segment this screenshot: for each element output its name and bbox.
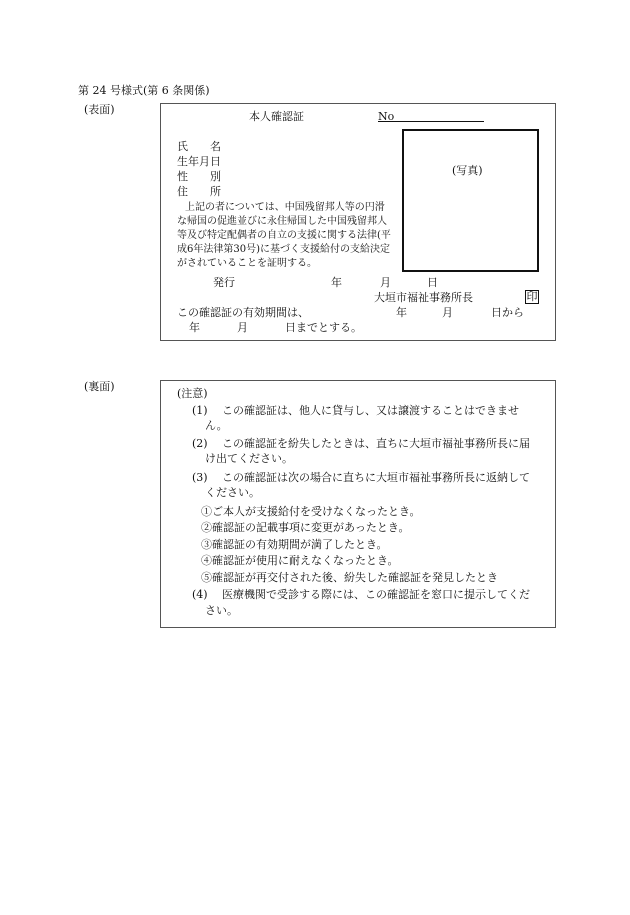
issuer: 大垣市福祉事務所長	[374, 291, 473, 304]
case-item: ⑤確認証が再交付された後、紛失した確認証を発見したとき	[201, 571, 498, 584]
case-item: ④確認証が使用に耐えなくなったとき。	[201, 554, 399, 567]
form-title: 第 24 号様式(第 6 条関係)	[78, 84, 210, 97]
notes-heading: (注意)	[177, 387, 208, 400]
case-item: ①ご本人が支援給付を受けなくなったとき。	[201, 505, 421, 518]
note-line: この確認証は次の場合に直ちに大垣市福祉事務所長に返納して	[222, 471, 530, 484]
issue-label: 発行	[213, 276, 235, 289]
validity-until-year: 年	[189, 321, 200, 334]
note-line: さい。	[205, 604, 238, 617]
seal-mark: 印	[526, 290, 538, 303]
validity-until-month: 月	[237, 321, 248, 334]
note-number: (2)	[192, 437, 208, 450]
note-line: ん。	[205, 419, 228, 432]
card-title: 本人確認証	[249, 110, 304, 123]
statement-line: 成6年法律第30号)に基づく支援給付の支給決定	[177, 244, 390, 255]
note-line: け出てください。	[205, 452, 293, 465]
statement-line: 等及び特定配偶者の自立の支援に関する法律(平	[177, 230, 391, 241]
field-sex: 性 別	[177, 170, 221, 183]
issue-day: 日	[427, 276, 438, 289]
note-line: 医療機関で受診する際には、この確認証を窓口に提示してくだ	[222, 588, 530, 601]
validity-from-month: 月	[442, 306, 453, 319]
issue-year: 年	[331, 276, 342, 289]
validity-until-day: 日までとする。	[285, 321, 362, 334]
front-side-label: (表面)	[84, 103, 115, 116]
photo-box	[402, 129, 539, 272]
note-line: この確認証を紛失したときは、直ちに大垣市福祉事務所長に届	[222, 437, 530, 450]
photo-label: (写真)	[452, 164, 483, 177]
statement-line: な帰国の促進並びに永住帰国した中国残留邦人	[177, 216, 387, 227]
note-number: (1)	[192, 404, 208, 417]
validity-from-day: 日から	[491, 306, 524, 319]
statement-line: 上記の者については、中国残留邦人等の円滑	[185, 202, 385, 213]
note-number: (3)	[192, 471, 208, 484]
number-underline	[392, 121, 484, 122]
statement-line: がされていることを証明する。	[177, 258, 317, 269]
validity-prefix: この確認証の有効期間は、	[177, 306, 309, 319]
note-number: (4)	[192, 588, 208, 601]
issue-month: 月	[380, 276, 391, 289]
note-line: ください。	[205, 486, 260, 499]
field-birthdate: 生年月日	[177, 155, 221, 168]
validity-from-year: 年	[396, 306, 407, 319]
note-line: この確認証は、他人に貸与し、又は譲渡することはできませ	[222, 404, 519, 417]
case-item: ③確認証の有効期間が満了したとき。	[201, 538, 388, 551]
field-name: 氏 名	[177, 140, 221, 153]
back-side-label: (裏面)	[84, 380, 115, 393]
field-address: 住 所	[177, 185, 221, 198]
number-label: No	[378, 110, 395, 123]
case-item: ②確認証の記載事項に変更があったとき。	[201, 521, 410, 534]
